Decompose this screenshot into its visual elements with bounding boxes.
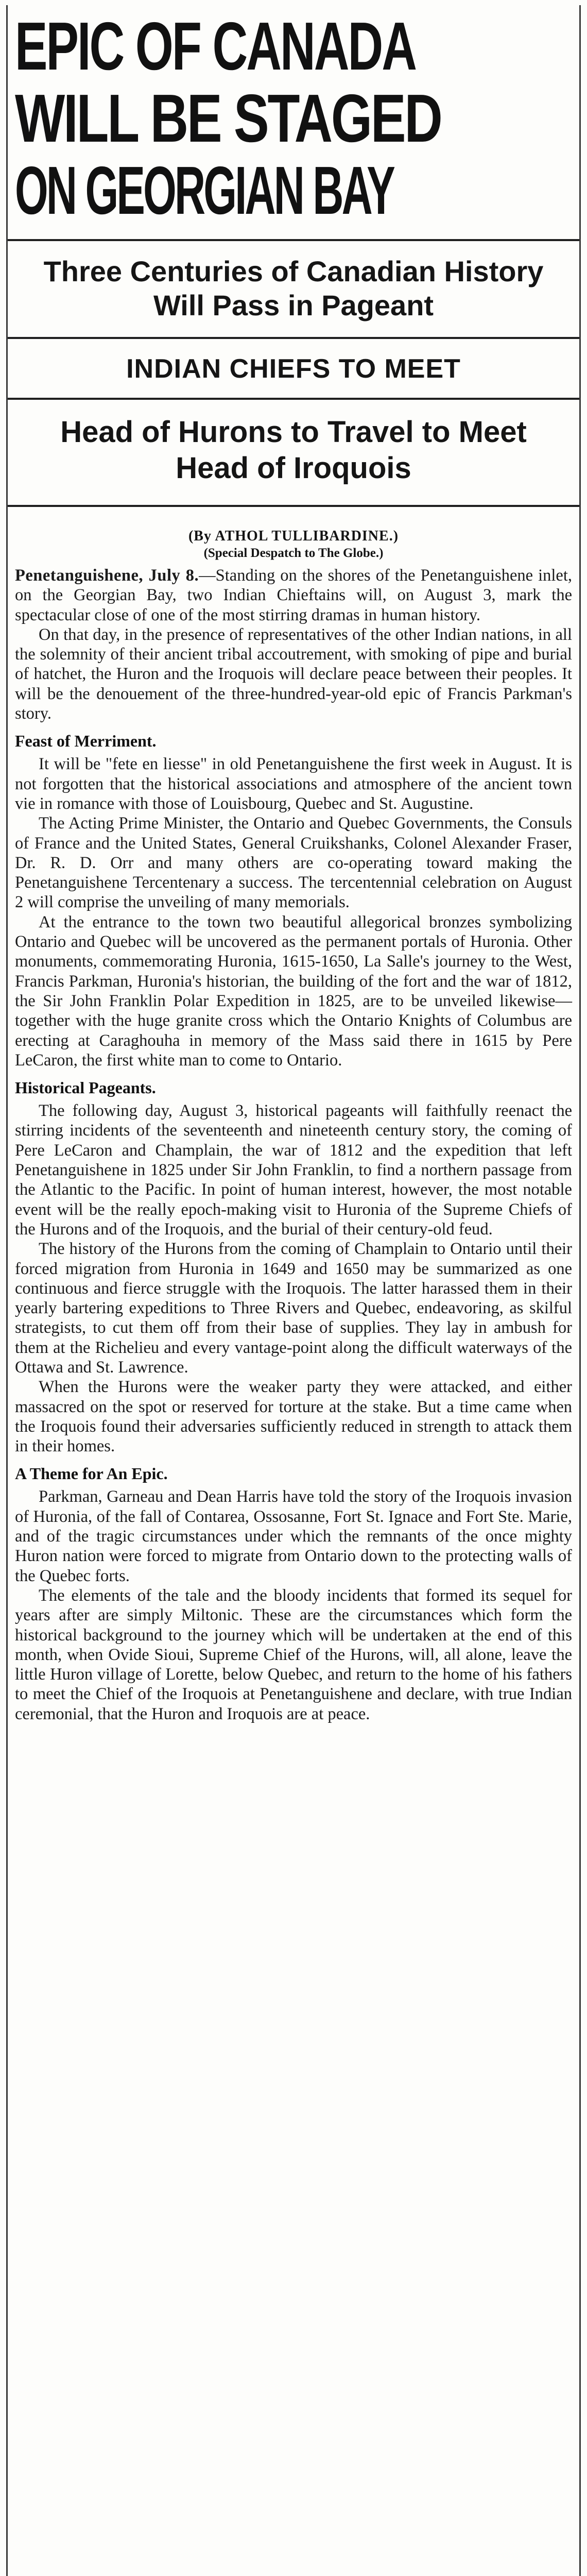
subhead-historical-pageants: Historical Pageants. — [15, 1078, 156, 1097]
paragraph-4: The Acting Prime Minister, the Ontario and Quebec Governments, the Consuls of France and the United States, General Cruikshanks, Colonel Alexander Fraser, Dr. R. D. Orr and many others are co-operating toward making the Penetanguishene Tercentenary a success. The tercentennial celebration on August 2 will comprise the unveiling of many memorials. — [15, 814, 572, 912]
paragraph-3: It will be "fete en liesse" in old Penetanguishene the first week in August. It is not forgotten that the historical associations and atmosphere of the ancient town vie in romance with those of Louisbourg, Quebec and St. Augustine. — [15, 755, 572, 813]
despatch-credit: (Special Despatch to The Globe.) — [203, 546, 384, 560]
paragraph-5: At the entrance to the town two beautiful allegorical bronzes symbolizing Ontario and Quebec will be uncovered as the permanent portals of Huronia. Other monuments, commemorating Huronia, 1615-1650, La Salle's journey to the West, Francis Parkman, Huronia's historian, the building of the fort and the war of 1812, the Sir John Franklin Polar Expedition in 1825, are to be unveiled likewise—together with the huge granite cross which the Ontario Knights of Columbus are erecting at Caraghouha in memory of the Mass said there in 1615 by Pere LeCaron, the first white man to come to Ontario. — [15, 912, 572, 1070]
deck-two: INDIAN CHIEFS TO MEET — [8, 339, 579, 400]
main-headline — [8, 5, 579, 241]
paragraph-2: On that day, in the presence of representatives of the other Indian nations, in all the solemnity of their ancient tribal accoutrement, with smoking of pipe and burial of hatchet, the Huron and the Iroquois will declare peace between their peoples. It will be the denouement of the three-hundred-year-old epic of Francis Parkman's story. — [15, 625, 572, 723]
subhead-feast-of-merriment: Feast of Merriment. — [15, 732, 157, 751]
dateline: Penetanguishene, July 8. — [15, 566, 199, 585]
paragraph-1 — [15, 566, 572, 625]
article-column — [6, 5, 581, 2576]
subhead-a-theme-for-an-epic: A Theme for An Epic. — [15, 1464, 168, 1483]
paragraph-9: Parkman, Garneau and Dean Harris have told the story of the Iroquois invasion of Huronia, of the fall of Contarea, Ossosanne, Fort St. Ignace and Fort Ste. Marie, and of the tragic circumstances under which the remnants of the once mighty Huron nation were forced to migrate from Ontario down to the protecting walls of the Quebec forts. — [15, 1487, 572, 1585]
deck-one: Three Centuries of Canadian History Will Pass in Pageant — [8, 241, 579, 339]
deck-three: Head of Hurons to Travel to Meet Head of Iroquois — [8, 400, 579, 507]
paragraph-8: When the Hurons were the weaker party they were attacked, and either massacred on the spot or reserved for torture at the stake. But a time came when the Iroquois found their adversaries sufficiently reduced in strength to attack them in their homes. — [15, 1378, 572, 1456]
paragraph-7: The history of the Hurons from the coming of Champlain to Ontario until their forced migration from Huronia in 1649 and 1650 may be summarized as one continuous and fierce struggle with the Iroquois. The latter harassed them in their yearly bartering expeditions to Three Rivers and Quebec, endeavoring, as skilful strategists, to cut them off from their base of supplies. They lay in ambush for them at the Richelieu and every vantage-point along the difficult waterways of the Ottawa and St. Lawrence. — [15, 1240, 572, 1377]
paragraph-6: The following day, August 3, historical pageants will faithfully reenact the stirring incidents of the seventeenth and nineteenth century story, the coming of Pere LeCaron and Champlain, the war of 1812 and the expedition that left Penetanguishene in 1825 under Sir John Franklin, to find a northern passage from the Atlantic to the Pacific. In point of human interest, however, the most notable event will be the really epoch-making visit to Huronia of the Supreme Chiefs of the Hurons and of the Iroquois, and the burial of their century-old feud. — [15, 1101, 572, 1239]
headline-line-2: WILL BE STAGED — [15, 80, 441, 156]
headline-line-3: ON GEORGIAN BAY — [15, 152, 393, 228]
byline: (By ATHOL TULLIBARDINE.) — [188, 528, 399, 544]
article-body — [8, 566, 579, 1724]
paragraph-1-text: —Standing on the shores of the Penetanguishene inlet, on the Georgian Bay, two Indian Chieftains will, on August 3, mark the spectacular close of one of the most stirring dramas in human history. — [15, 566, 572, 624]
paragraph-10: The elements of the tale and the bloody incidents that formed its sequel for years after are simply Miltonic. These are the circumstances which form the historical background to the journey which will be undertaken at the end of this month, when Ovide Sioui, Supreme Chief of the Hurons, will, all alone, leave the little Huron village of Lorette, below Quebec, and return to the home of his fathers to meet the Chief of the Iroquois at Penetanguishene and declare, with true Indian ceremonial, that the Huron and Iroquois are at peace. — [15, 1586, 572, 1723]
headline-line-1: EPIC OF CANADA — [15, 8, 416, 84]
